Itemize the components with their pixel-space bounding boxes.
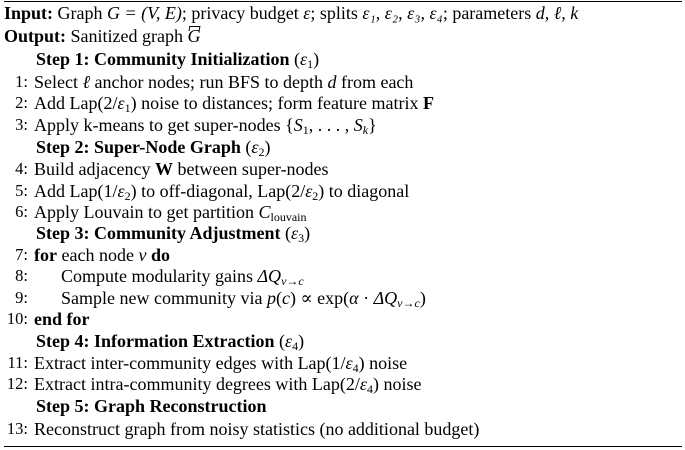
line-text: Apply k-means to get super-nodes { xyxy=(34,115,294,135)
line-number: 2: xyxy=(15,93,28,112)
step-eps-sub: 3 xyxy=(298,231,305,245)
line-number: 3: xyxy=(15,115,28,134)
input-splits-symbols: ε₁, ε₂, ε₃, ε₄ xyxy=(362,3,443,23)
step-eps: ε xyxy=(251,137,259,157)
line-math-sub: 1 xyxy=(124,101,131,115)
line-math: p xyxy=(266,288,276,308)
input-text-splits: ; splits xyxy=(310,3,358,23)
line-math-sub: k xyxy=(362,123,369,137)
algo-line-7 xyxy=(0,244,685,266)
line-text: Extract intra-community degrees with Lap(2/ xyxy=(34,374,360,394)
line-text: · xyxy=(358,288,374,308)
line-text: } xyxy=(368,115,377,135)
algo-line-3 xyxy=(0,114,685,136)
step-eps-sub: 1 xyxy=(307,57,314,71)
line-text: Add Lap(1/ xyxy=(34,181,118,201)
line-number: 12: xyxy=(6,374,28,393)
step-eps: ε xyxy=(284,331,293,351)
line-math-sub: louvain xyxy=(270,210,307,224)
input-graph-symbol: G = (V, E) xyxy=(107,3,182,23)
step-5-heading xyxy=(36,395,267,417)
keyword-for: for xyxy=(34,245,57,265)
line-text: ) ∝ exp( xyxy=(289,288,350,308)
line-text: Reconstruct graph from noisy statistics (no additional budget) xyxy=(34,419,480,439)
line-text: ( xyxy=(275,288,282,308)
line-math: v xyxy=(138,245,147,265)
line-text: between super-nodes xyxy=(177,159,329,179)
step-title: Step 4: Information Extraction xyxy=(36,331,275,351)
step-title: Step 3: Community Adjustment xyxy=(36,223,281,243)
algo-line-13 xyxy=(0,418,685,440)
line-text: Extract inter-community edges with Lap(1/ xyxy=(34,353,346,373)
step-title: Step 5: Graph Reconstruction xyxy=(36,396,267,416)
bottom-rule xyxy=(4,446,682,447)
algo-line-8 xyxy=(0,265,685,287)
output-graph-symbol: G xyxy=(187,26,201,46)
input-text-graph: Graph xyxy=(57,3,103,23)
keyword-end-for: end for xyxy=(34,309,90,329)
line-math: S xyxy=(293,115,303,135)
line-text: ) noise xyxy=(372,374,422,394)
line-math-sub: 4 xyxy=(366,382,373,396)
line-text: ) to diagonal xyxy=(318,181,410,201)
line-math: ε xyxy=(345,353,353,373)
line-math-sub: 2 xyxy=(124,189,131,203)
step-eps-sub: 2 xyxy=(258,145,265,159)
output-label: Output: xyxy=(4,26,67,46)
step-1-heading: Step 1: Community Initialization $(\varepsilon_1)$ xyxy=(36,49,320,71)
line-text: Compute modularity gains xyxy=(61,266,253,286)
line-math: ℓ xyxy=(82,72,90,92)
line-text: anchor nodes; run BFS to depth xyxy=(94,72,323,92)
line-text: from each xyxy=(340,72,414,92)
step-title: Step 1: Community Initialization xyxy=(36,49,290,69)
line-text: Add Lap(2/ xyxy=(34,93,118,113)
line-text: Apply Louvain to get partition xyxy=(34,202,254,222)
line-math: ε xyxy=(359,374,367,394)
line-math: ΔQ xyxy=(373,288,398,308)
algo-line-5 xyxy=(0,180,685,202)
line-number: 8: xyxy=(15,266,28,285)
algo-line-2 xyxy=(0,92,685,114)
line-number: 7: xyxy=(15,245,28,264)
line-number: 10: xyxy=(6,309,28,328)
line-math: ΔQ xyxy=(257,266,282,286)
output-text: Sanitized graph xyxy=(70,26,183,46)
line-text: ) to off-diagonal, Lap(2/ xyxy=(130,181,306,201)
input-text-budget: ; privacy budget xyxy=(181,3,299,23)
input-params-symbols: d, ℓ, k xyxy=(535,3,579,23)
line-math: d xyxy=(327,72,337,92)
line-text: ) noise xyxy=(358,353,408,373)
algo-line-12 xyxy=(0,373,685,395)
input-text-params: ; parameters xyxy=(442,3,532,23)
algo-line-6 xyxy=(0,201,685,223)
line-number: 9: xyxy=(15,288,28,307)
line-math: S xyxy=(353,115,363,135)
line-number: 6: xyxy=(15,202,28,221)
input-budget-symbol: ε xyxy=(303,3,311,23)
line-math-sub: 4 xyxy=(352,361,359,375)
keyword-do: do xyxy=(150,245,170,265)
line-math-sub: v→c xyxy=(397,296,420,310)
line-math: C xyxy=(258,202,271,222)
line-text: , . . . , xyxy=(308,115,354,135)
line-text: each node xyxy=(61,245,134,265)
line-math: c xyxy=(281,288,290,308)
line-math: ε xyxy=(305,181,313,201)
line-math-sub: v→c xyxy=(281,274,304,288)
line-math-bold: W xyxy=(154,159,173,179)
line-text: ) noise to distances; form feature matrix xyxy=(130,93,419,113)
input-label: Input: xyxy=(4,3,54,23)
line-math: α xyxy=(349,288,359,308)
algo-line-1 xyxy=(0,71,685,93)
step-4-heading: Step 4: Information Extraction $(\varepsilon_4)$ xyxy=(36,331,305,353)
line-math: ε xyxy=(117,181,125,201)
step-title: Step 2: Super-Node Graph xyxy=(36,137,241,157)
line-number: 11: xyxy=(7,353,28,372)
step-2-heading: Step 2: Super-Node Graph $(\varepsilon_2)$ xyxy=(36,137,271,159)
line-number: 13: xyxy=(6,419,28,438)
output-line xyxy=(4,25,200,47)
step-eps: ε xyxy=(300,49,308,69)
line-number: 4: xyxy=(15,159,28,178)
line-text: Sample new community via xyxy=(61,288,263,308)
algo-line-4 xyxy=(0,158,685,180)
algo-line-10 xyxy=(0,308,685,330)
line-math-sub: 2 xyxy=(312,189,319,203)
line-number: 5: xyxy=(15,181,28,200)
line-number: 1: xyxy=(15,72,28,91)
line-text: Build adjacency xyxy=(34,159,151,179)
algo-line-9 xyxy=(0,287,685,309)
input-line xyxy=(4,2,578,24)
algo-line-11 xyxy=(0,352,685,374)
line-text: Select xyxy=(34,72,78,92)
line-math-bold: F xyxy=(422,93,434,113)
line-math: ε xyxy=(117,93,125,113)
line-text: ) xyxy=(419,288,426,308)
step-3-heading: Step 3: Community Adjustment $(\varepsilon_3)$ xyxy=(36,223,311,245)
step-eps: ε xyxy=(291,223,299,243)
step-eps-sub: 4 xyxy=(292,339,299,353)
line-math-sub: 1 xyxy=(302,123,309,137)
